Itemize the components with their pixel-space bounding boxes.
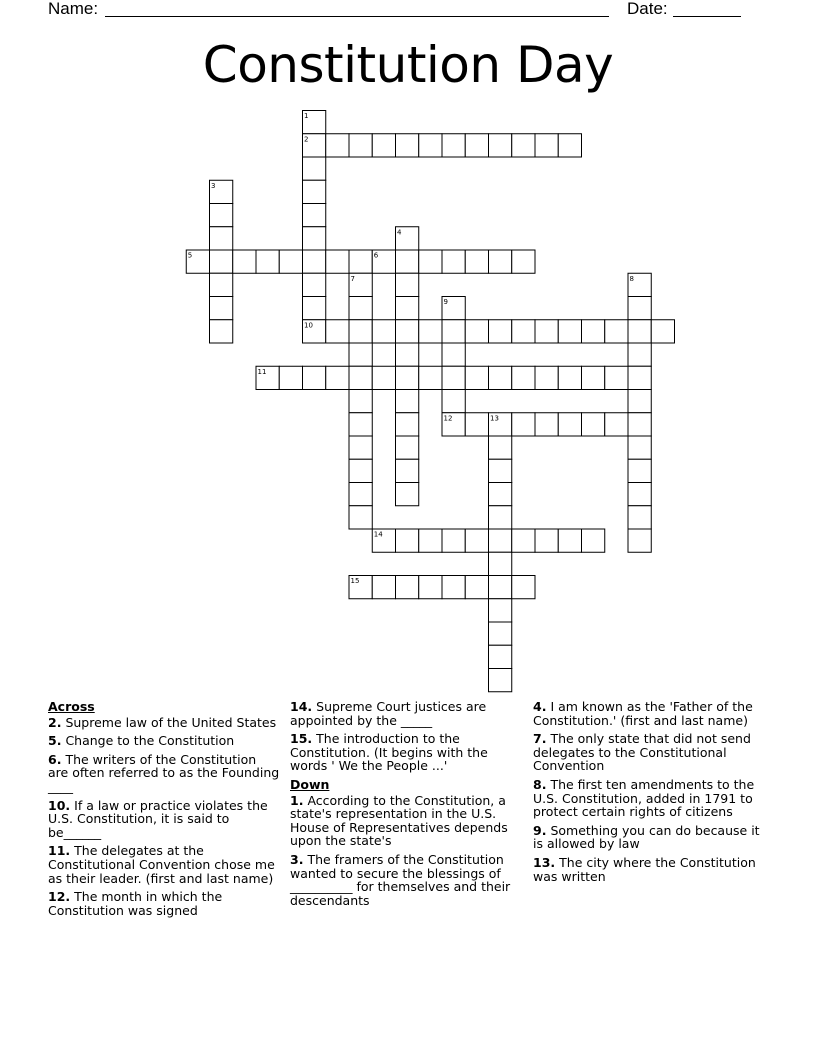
grid-cell[interactable] <box>465 250 488 273</box>
grid-cell[interactable] <box>582 413 605 436</box>
grid-cell[interactable] <box>349 343 372 366</box>
grid-cell[interactable] <box>605 413 628 436</box>
grid-cell[interactable] <box>442 390 465 413</box>
grid-cell[interactable] <box>303 227 326 250</box>
grid-cell[interactable] <box>442 576 465 599</box>
grid-cell[interactable] <box>582 320 605 343</box>
grid-cell[interactable] <box>535 413 558 436</box>
clue-number: 11 <box>257 367 267 376</box>
grid-cell[interactable] <box>326 134 349 157</box>
grid-cell[interactable] <box>628 506 651 529</box>
grid-cell[interactable] <box>349 320 372 343</box>
grid-cell[interactable] <box>419 576 442 599</box>
grid-cell[interactable] <box>582 366 605 389</box>
grid-cell[interactable] <box>558 413 581 436</box>
grid-cell[interactable] <box>349 459 372 482</box>
clue-across-14: 14. Supreme Court justices are appointed by the _____ <box>290 699 487 728</box>
clue-number: 14 <box>373 530 383 539</box>
grid-cell[interactable] <box>489 599 512 622</box>
grid-cell[interactable] <box>303 204 326 227</box>
grid-cell[interactable] <box>210 204 233 227</box>
clue-number: 1 <box>304 112 309 120</box>
clue-number: 15 <box>350 577 360 585</box>
grid-cell[interactable] <box>210 227 233 250</box>
grid-cell[interactable] <box>512 134 535 157</box>
grid-cell[interactable] <box>489 576 512 599</box>
clue-number: 10 <box>304 321 313 330</box>
grid-cell[interactable] <box>396 390 419 413</box>
grid-cell[interactable] <box>628 390 651 413</box>
grid-cell[interactable] <box>233 250 256 273</box>
grid-cell[interactable] <box>489 483 512 506</box>
grid-cell[interactable] <box>396 459 419 482</box>
grid-cell[interactable] <box>489 529 512 552</box>
grid-cell[interactable] <box>303 273 326 296</box>
clue-number: 7 <box>350 274 355 283</box>
grid-cell[interactable] <box>349 413 372 436</box>
grid-cell[interactable] <box>303 297 326 320</box>
grid-cell[interactable] <box>303 157 326 180</box>
grid-cell[interactable] <box>396 576 419 599</box>
clue-across-10: 10. If a law or practice violates the U.S. Constitution, it is said to be______ <box>48 797 268 840</box>
grid-cell[interactable] <box>512 529 535 552</box>
grid-cell[interactable] <box>349 366 372 389</box>
grid-cell[interactable] <box>210 250 233 273</box>
grid-cell[interactable] <box>303 180 326 203</box>
grid-cell[interactable] <box>489 506 512 529</box>
grid-cell[interactable] <box>558 320 581 343</box>
grid-cell[interactable] <box>442 366 465 389</box>
grid-cell[interactable] <box>419 134 442 157</box>
grid-cell[interactable] <box>628 366 651 389</box>
grid-cell[interactable] <box>279 366 302 389</box>
grid-cell[interactable] <box>489 622 512 645</box>
clues-column-2 <box>290 700 522 912</box>
grid-cell[interactable] <box>396 134 419 157</box>
grid-cell[interactable] <box>349 250 372 273</box>
grid-cell[interactable] <box>396 297 419 320</box>
grid-cell[interactable] <box>605 366 628 389</box>
clue-number: 2 <box>304 135 309 144</box>
clue-number: 12 <box>443 414 453 423</box>
grid-cell[interactable] <box>372 576 395 599</box>
clue-down-9: 9. Something you can do because it is allowed by law <box>533 822 760 852</box>
clue-number: 8 <box>629 274 634 283</box>
grid-cell[interactable] <box>326 366 349 389</box>
grid-cell[interactable] <box>326 320 349 343</box>
grid-cell[interactable] <box>303 250 326 273</box>
clue-number: 3 <box>211 181 216 190</box>
grid-cell[interactable] <box>465 366 488 389</box>
clue-number: 6 <box>373 251 379 260</box>
grid-cell[interactable] <box>512 576 535 599</box>
grid-cell[interactable] <box>465 529 488 552</box>
clue-down-7: 7. The only state that did not send delegates to the Constitutional Convention <box>533 731 751 774</box>
clue-across-12: 12. The month in which the Constitution was signed <box>48 889 223 918</box>
grid-cell[interactable] <box>512 366 535 389</box>
grid-cell[interactable] <box>349 436 372 459</box>
clue-across-6: 6. The writers of the Constitution are often referred to as the Founding ____ <box>48 751 280 794</box>
grid-cell[interactable] <box>558 529 581 552</box>
grid-cell[interactable] <box>396 413 419 436</box>
grid-cell[interactable] <box>419 320 442 343</box>
grid-cell[interactable] <box>628 413 651 436</box>
grid-cell[interactable] <box>465 413 488 436</box>
grid-cell[interactable] <box>442 320 465 343</box>
clue-down-4: 4. I am known as the 'Father of the Constitution.' (first and last name) <box>533 699 753 728</box>
grid-cell[interactable] <box>489 459 512 482</box>
grid-cell[interactable] <box>372 366 395 389</box>
grid-cell[interactable] <box>628 297 651 320</box>
name-label: Name: <box>48 0 99 18</box>
grid-cell[interactable] <box>419 366 442 389</box>
grid-cell[interactable] <box>489 134 512 157</box>
page-title: Constitution Day <box>202 36 614 94</box>
grid-cell[interactable] <box>396 436 419 459</box>
grid-cell[interactable] <box>419 250 442 273</box>
grid-cell[interactable] <box>489 436 512 459</box>
grid-cell[interactable] <box>349 390 372 413</box>
clues-column-3 <box>533 700 765 888</box>
clue-down-1: 1. According to the Constitution, a state's representation in the U.S. House of Representatives depends upon the state's <box>290 792 508 849</box>
clue-across-2: 2. Supreme law of the United States <box>48 714 277 730</box>
clue-across-11: 11. The delegates at the Constitutional Convention chose me as their leader. (first and last name) <box>48 843 275 886</box>
grid-cell[interactable] <box>628 483 651 506</box>
grid-cell[interactable] <box>396 273 419 296</box>
grid-cell[interactable] <box>489 320 512 343</box>
grid-cell[interactable] <box>326 250 349 273</box>
grid-cell[interactable] <box>512 320 535 343</box>
grid-cell[interactable] <box>582 529 605 552</box>
grid-cell[interactable] <box>628 343 651 366</box>
grid-cell[interactable] <box>465 320 488 343</box>
grid-cell[interactable] <box>628 459 651 482</box>
grid-cell[interactable] <box>535 529 558 552</box>
grid-cell[interactable] <box>349 506 372 529</box>
grid-cell[interactable] <box>535 366 558 389</box>
grid-cell[interactable] <box>489 552 512 575</box>
grid-cell[interactable] <box>442 343 465 366</box>
grid-cell[interactable] <box>442 529 465 552</box>
grid-cell[interactable] <box>605 320 628 343</box>
grid-cell[interactable] <box>535 320 558 343</box>
grid-cell[interactable] <box>558 134 581 157</box>
grid-cell[interactable] <box>349 297 372 320</box>
grid-cell[interactable] <box>419 529 442 552</box>
grid-cell[interactable] <box>489 669 512 692</box>
clue-down-13: 13. The city where the Constitution was written <box>533 854 756 884</box>
clue-down-3: 3. The framers of the Constitution wanted to secure the blessings of __________ for themselves and their descendants <box>290 851 511 908</box>
grid-cell[interactable] <box>372 320 395 343</box>
clue-number: 13 <box>490 414 499 423</box>
grid-cell[interactable] <box>651 320 674 343</box>
grid-cell[interactable] <box>489 645 512 668</box>
clue-across-15: 15. The introduction to the Constitution. (It begins with the words ' We the People ...' <box>290 731 488 774</box>
clue-number: 9 <box>443 298 448 306</box>
grid-cell[interactable] <box>442 134 465 157</box>
down-heading: Down <box>290 776 330 792</box>
grid-cell[interactable] <box>442 250 465 273</box>
grid-cell[interactable] <box>396 483 419 506</box>
clue-across-5: 5. Change to the Constitution <box>48 733 235 749</box>
grid-cell[interactable] <box>349 134 372 157</box>
across-heading: Across <box>48 699 95 714</box>
grid-cell[interactable] <box>558 366 581 389</box>
grid-cell[interactable] <box>210 273 233 296</box>
grid-cell[interactable] <box>210 297 233 320</box>
grid-cell[interactable] <box>465 134 488 157</box>
grid-cell[interactable] <box>465 576 488 599</box>
clue-number: 4 <box>397 228 402 237</box>
clue-number: 5 <box>187 251 193 260</box>
grid-cell[interactable] <box>489 250 512 273</box>
grid-cell[interactable] <box>535 134 558 157</box>
grid-cell[interactable] <box>210 320 233 343</box>
grid-cell[interactable] <box>349 483 372 506</box>
grid-cell[interactable] <box>372 134 395 157</box>
grid-cell[interactable] <box>256 250 279 273</box>
grid-cell[interactable] <box>628 320 651 343</box>
grid-cell[interactable] <box>512 250 535 273</box>
grid-cell[interactable] <box>396 250 419 273</box>
grid-cell[interactable] <box>396 366 419 389</box>
grid-cell[interactable] <box>303 366 326 389</box>
grid-cell[interactable] <box>279 250 302 273</box>
clues-column-1 <box>48 700 280 922</box>
clue-down-8: 8. The first ten amendments to the U.S. Constitution, added in 1791 to protect certain rights of citizens <box>533 776 755 820</box>
grid-cell[interactable] <box>396 343 419 366</box>
grid-cell[interactable] <box>628 436 651 459</box>
grid-cell[interactable] <box>628 529 651 552</box>
grid-cell[interactable] <box>396 320 419 343</box>
grid-cell[interactable] <box>489 366 512 389</box>
date-label: Date: <box>627 0 668 18</box>
grid-cell[interactable] <box>396 529 419 552</box>
grid-cell[interactable] <box>512 413 535 436</box>
